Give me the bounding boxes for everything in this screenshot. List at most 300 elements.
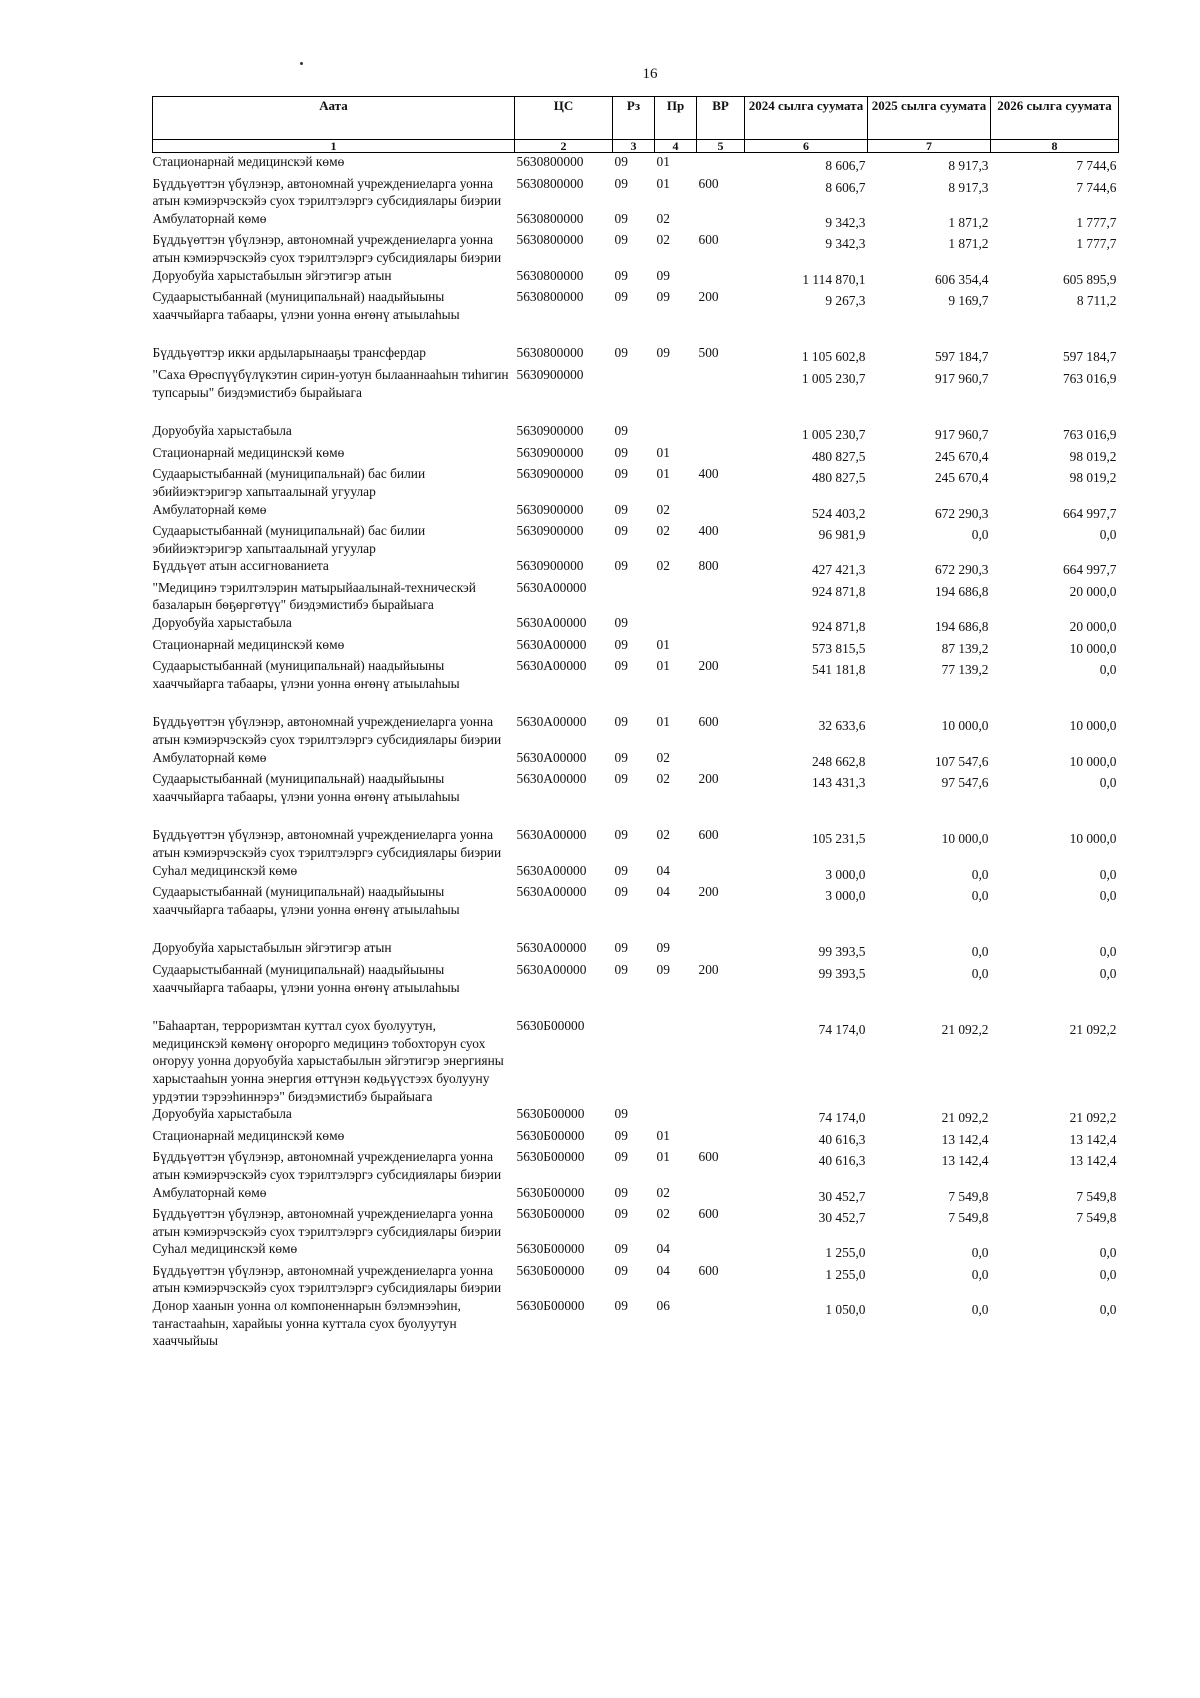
name-cell: Амбулаторнай көмө — [152, 749, 267, 765]
amount-2024-cell: 541 181,8 — [811, 662, 866, 678]
amount-2026-cell: 7 744,6 — [1076, 179, 1117, 195]
col-number: 2 — [515, 140, 613, 153]
pr-cell — [655, 614, 697, 636]
amount-2024-cell: 99 393,5 — [818, 965, 866, 981]
vr-cell — [697, 422, 745, 444]
amount-2026-cell: 664 997,7 — [1062, 505, 1117, 521]
amount-2024-cell: 9 342,3 — [825, 236, 866, 252]
rz-cell: 09 — [614, 1184, 628, 1200]
vr-cell: 400 — [698, 466, 719, 482]
vr-cell: 400 — [698, 523, 719, 539]
vr-cell: 200 — [698, 771, 719, 787]
vr-cell — [697, 444, 745, 466]
table-row — [153, 657, 1119, 692]
rz-cell: 09 — [614, 636, 628, 652]
table-row — [153, 770, 1119, 805]
amount-2026-cell: 10 000,0 — [1069, 831, 1117, 847]
col-header-vr: ВР — [697, 97, 745, 140]
name-cell: Бүддьүөттэн үбүлэнэр, автономнай учреждениеларга уонна атын кэмиэрчэскэйэ суох тэрилтэлэргэ субсидиялары биэрии — [152, 175, 502, 209]
amount-2024-cell: 8 606,7 — [825, 179, 866, 195]
amount-2025-cell: 245 670,4 — [934, 448, 989, 464]
cs-cell: 5630800000 — [516, 267, 584, 283]
amount-2026-cell: 20 000,0 — [1069, 619, 1117, 635]
spacer-cell — [153, 805, 1119, 826]
pr-cell: 01 — [656, 466, 670, 482]
rz-cell: 09 — [614, 714, 628, 730]
name-cell: Бүддьүөттэн үбүлэнэр, автономнай учреждениеларга уонна атын кэмиэрчэскэйэ суох тэрилтэлэргэ субсидиялары биэрии — [152, 1206, 502, 1239]
amount-2026-cell: 10 000,0 — [1069, 640, 1117, 656]
pr-cell: 09 — [656, 961, 670, 977]
rz-cell: 09 — [614, 1262, 628, 1278]
table-row — [153, 939, 1119, 961]
pr-cell: 01 — [656, 714, 670, 730]
table-row — [153, 614, 1119, 636]
pr-cell: 04 — [656, 862, 670, 878]
rz-cell: 09 — [614, 827, 628, 843]
name-cell: Доруобуйа харыстабыла — [152, 615, 292, 631]
vr-cell: 500 — [698, 345, 719, 361]
amount-2025-cell: 0,0 — [971, 1266, 989, 1282]
cs-cell: 5630Б00000 — [516, 1106, 585, 1122]
rz-cell: 09 — [614, 345, 628, 361]
cs-cell: 5630900000 — [516, 558, 584, 574]
vr-cell: 600 — [698, 714, 719, 730]
amount-2025-cell: 194 686,8 — [934, 583, 989, 599]
table-row — [153, 444, 1119, 466]
table-row — [153, 557, 1119, 579]
name-cell: Стационарнай медицинскэй көмө — [152, 444, 345, 460]
amount-2024-cell: 30 452,7 — [818, 1188, 866, 1204]
cs-cell: 5630А00000 — [516, 658, 587, 674]
row-spacer — [153, 323, 1119, 344]
pr-cell: 02 — [656, 827, 670, 843]
amount-2025-cell: 606 354,4 — [934, 271, 989, 287]
table-row — [153, 465, 1119, 500]
pr-cell: 02 — [656, 1206, 670, 1222]
pr-cell: 01 — [656, 154, 670, 169]
col-header-2025: 2025 сылга суумата — [868, 97, 991, 140]
cs-cell: 5630Б00000 — [516, 1298, 585, 1314]
amount-2025-cell: 77 139,2 — [941, 662, 989, 678]
table-row — [153, 579, 1119, 614]
table-body — [153, 153, 1119, 1350]
name-cell: Донор хаанын уонна ол компоненнарын бэлэмнээһин, таҥастааһын, харайыы уонна куттала суох буолуутун хааччыйыы — [152, 1298, 461, 1349]
name-cell: Доруобуйа харыстабылын эйгэтигэр атын — [152, 940, 392, 956]
name-cell: "Медицинэ тэрилтэлэрин матырыйаалынай-техническэй базаларын бөҕөргөтүү" биэдэмистибэ бырайыага — [152, 579, 476, 613]
col-header-2026: 2026 сылга суумата — [991, 97, 1119, 140]
cs-cell: 5630Б00000 — [516, 1262, 585, 1278]
col-number: 6 — [745, 140, 868, 153]
row-spacer — [153, 805, 1119, 826]
rz-cell — [613, 1017, 655, 1105]
rz-cell: 09 — [614, 523, 628, 539]
vr-cell — [697, 749, 745, 771]
amount-2025-cell: 0,0 — [971, 944, 989, 960]
name-cell: Бүддьүөттэн үбүлэнэр, автономнай учреждениеларга уонна атын кэмиэрчэскэйэ суох тэрилтэлэргэ субсидиялары биэрии — [152, 714, 502, 748]
pr-cell — [655, 422, 697, 444]
amount-2025-cell: 107 547,6 — [934, 753, 989, 769]
amount-2026-cell: 0,0 — [1099, 866, 1117, 882]
amount-2025-cell: 8 917,3 — [948, 158, 989, 173]
amount-2025-cell: 0,0 — [971, 527, 989, 543]
rz-cell: 09 — [614, 1127, 628, 1143]
cs-cell: 5630А00000 — [516, 884, 587, 900]
amount-2026-cell: 0,0 — [1099, 527, 1117, 543]
vr-cell: 600 — [698, 232, 719, 248]
amount-2026-cell: 0,0 — [1099, 944, 1117, 960]
table-row — [153, 1240, 1119, 1262]
cs-cell: 5630А00000 — [516, 940, 587, 956]
name-cell: Судаарыстыбаннай (муниципальнай) наадыйыыны хааччыйарга табаары, үлэни уонна өҥөнү атыылаһыы — [152, 884, 460, 917]
pr-cell — [655, 1017, 697, 1105]
vr-cell: 200 — [698, 961, 719, 977]
amount-2025-cell: 13 142,4 — [941, 1131, 989, 1147]
amount-2026-cell: 605 895,9 — [1062, 271, 1117, 287]
name-cell: Амбулаторнай көмө — [152, 501, 267, 517]
amount-2024-cell: 105 231,5 — [811, 831, 866, 847]
amount-2024-cell: 480 827,5 — [811, 470, 866, 486]
vr-cell: 200 — [698, 289, 719, 305]
vr-cell — [697, 366, 745, 401]
amount-2025-cell: 194 686,8 — [934, 619, 989, 635]
amount-2024-cell: 74 174,0 — [818, 1110, 866, 1126]
vr-cell: 600 — [698, 827, 719, 843]
rz-cell: 09 — [614, 1206, 628, 1222]
table-row — [153, 1184, 1119, 1206]
row-spacer — [153, 401, 1119, 422]
pr-cell: 01 — [656, 1149, 670, 1165]
table-row — [153, 422, 1119, 444]
pr-cell: 09 — [656, 267, 670, 283]
amount-2024-cell: 8 606,7 — [825, 158, 866, 173]
amount-2025-cell: 672 290,3 — [934, 562, 989, 578]
amount-2026-cell: 0,0 — [1099, 965, 1117, 981]
amount-2024-cell: 1 050,0 — [825, 1302, 866, 1318]
vr-cell — [697, 636, 745, 658]
spacer-cell — [153, 918, 1119, 939]
name-cell: Суһал медицинскэй көмө — [152, 1241, 298, 1257]
amount-2025-cell: 10 000,0 — [941, 718, 989, 734]
pr-cell: 01 — [656, 1127, 670, 1143]
rz-cell — [613, 579, 655, 614]
table-row — [153, 153, 1119, 175]
amount-2024-cell: 74 174,0 — [818, 1022, 866, 1038]
cs-cell: 5630А00000 — [516, 862, 587, 878]
rz-cell: 09 — [614, 749, 628, 765]
name-cell: Бүддьүөттэн үбүлэнэр, автономнай учреждениеларга уонна атын кэмиэрчэскэйэ суох тэрилтэлэргэ субсидиялары биэрии — [152, 1149, 502, 1182]
amount-2025-cell: 672 290,3 — [934, 505, 989, 521]
amount-2025-cell: 8 917,3 — [948, 179, 989, 195]
cs-cell: 5630Б00000 — [516, 1241, 585, 1257]
col-number: 8 — [991, 140, 1119, 153]
table-row — [153, 636, 1119, 658]
cs-cell: 5630А00000 — [516, 714, 587, 730]
vr-cell — [697, 1017, 745, 1105]
amount-2024-cell: 99 393,5 — [818, 944, 866, 960]
cs-cell: 5630Б00000 — [516, 1184, 585, 1200]
rz-cell: 09 — [614, 175, 628, 191]
rz-cell: 09 — [614, 232, 628, 248]
pr-cell: 01 — [656, 658, 670, 674]
amount-2026-cell: 0,0 — [1099, 1266, 1117, 1282]
cs-cell: 5630Б00000 — [516, 1149, 585, 1165]
vr-cell: 600 — [698, 1262, 719, 1278]
pr-cell: 02 — [656, 771, 670, 787]
cs-cell: 5630А00000 — [516, 961, 587, 977]
vr-cell — [697, 210, 745, 232]
table-row — [153, 267, 1119, 289]
amount-2026-cell: 10 000,0 — [1069, 753, 1117, 769]
pr-cell: 02 — [656, 1184, 670, 1200]
spacer-cell — [153, 401, 1119, 422]
col-header-name: Аата — [153, 97, 515, 140]
amount-2026-cell: 7 549,8 — [1076, 1210, 1117, 1226]
amount-2024-cell: 1 255,0 — [825, 1245, 866, 1261]
rz-cell: 09 — [614, 1241, 628, 1257]
pr-cell: 02 — [656, 210, 670, 226]
amount-2024-cell: 3 000,0 — [825, 888, 866, 904]
name-cell: Судаарыстыбаннай (муниципальнай) наадыйыыны хааччыйарга табаары, үлэни уонна өҥөнү атыылаһыы — [152, 658, 460, 691]
amount-2025-cell: 21 092,2 — [941, 1022, 989, 1038]
name-cell: Бүддьүөттэр икки ардыларынааҕы трансфердар — [152, 345, 426, 361]
amount-2024-cell: 32 633,6 — [818, 718, 866, 734]
name-cell: "Баһаартан, терроризмтан куттал суох буолуутун, медицинскэй көмөнү оҥорорго медицинэ тобохторун суох оҥоруу уонна доруобуйа харыстабылын эйгэтигэр энергияны харыстааһын уонна энергия өттүнэн көдьүүстээх буолууну урдэтии тэрээһиннэрэ" биэдэмистибэ бырайыага — [152, 1018, 504, 1104]
amount-2025-cell: 0,0 — [971, 888, 989, 904]
amount-2025-cell: 0,0 — [971, 1302, 989, 1318]
spacer-cell — [153, 323, 1119, 344]
amount-2025-cell: 0,0 — [971, 965, 989, 981]
rz-cell: 09 — [614, 444, 628, 460]
cs-cell: 5630800000 — [516, 210, 584, 226]
amount-2026-cell: 13 142,4 — [1069, 1153, 1117, 1169]
rz-cell: 09 — [614, 1298, 628, 1314]
amount-2026-cell: 21 092,2 — [1069, 1110, 1117, 1126]
amount-2025-cell: 0,0 — [971, 1245, 989, 1261]
amount-2026-cell: 10 000,0 — [1069, 718, 1117, 734]
amount-2025-cell: 10 000,0 — [941, 831, 989, 847]
table-row — [153, 175, 1119, 210]
amount-2026-cell: 1 777,7 — [1076, 236, 1117, 252]
amount-2025-cell: 7 549,8 — [948, 1188, 989, 1204]
amount-2025-cell: 1 871,2 — [948, 214, 989, 230]
cs-cell: 5630800000 — [516, 289, 584, 305]
name-cell: Доруобуйа харыстабыла — [152, 423, 292, 439]
col-number: 4 — [655, 140, 697, 153]
cs-cell: 5630800000 — [516, 232, 584, 248]
rz-cell: 09 — [614, 1106, 628, 1122]
table-row — [153, 826, 1119, 861]
rz-cell: 09 — [614, 154, 628, 169]
name-cell: Судаарыстыбаннай (муниципальнай) наадыйыыны хааччыйарга табаары, үлэни уонна өҥөнү атыылаһыы — [152, 771, 460, 804]
amount-2024-cell: 924 871,8 — [811, 619, 866, 635]
rz-cell: 09 — [614, 940, 628, 956]
table-row — [153, 1127, 1119, 1149]
vr-cell: 600 — [698, 175, 719, 191]
rz-cell: 09 — [614, 423, 628, 439]
amount-2024-cell: 30 452,7 — [818, 1210, 866, 1226]
pr-cell: 06 — [656, 1298, 670, 1314]
amount-2025-cell: 7 549,8 — [948, 1210, 989, 1226]
amount-2024-cell: 1 255,0 — [825, 1266, 866, 1282]
table-row — [153, 1105, 1119, 1127]
pr-cell — [655, 1105, 697, 1127]
name-cell: Амбулаторнай көмө — [152, 1184, 267, 1200]
amount-2024-cell: 573 815,5 — [811, 640, 866, 656]
amount-2026-cell: 98 019,2 — [1069, 448, 1117, 464]
table-row — [153, 1148, 1119, 1183]
vr-cell — [697, 939, 745, 961]
cs-cell: 5630800000 — [516, 154, 584, 169]
table-row — [153, 862, 1119, 884]
cs-cell: 5630Б00000 — [516, 1127, 585, 1143]
amount-2025-cell: 97 547,6 — [941, 775, 989, 791]
rz-cell: 09 — [614, 771, 628, 787]
amount-2026-cell: 0,0 — [1099, 775, 1117, 791]
vr-cell — [697, 579, 745, 614]
table-row — [153, 344, 1119, 366]
col-header-rz: Рз — [613, 97, 655, 140]
table-row — [153, 1017, 1119, 1105]
rz-cell — [613, 366, 655, 401]
table-row — [153, 749, 1119, 771]
rz-cell: 09 — [614, 615, 628, 631]
cs-cell: 5630Б00000 — [516, 1018, 585, 1034]
amount-2024-cell: 427 421,3 — [811, 562, 866, 578]
pr-cell: 01 — [656, 175, 670, 191]
amount-2026-cell: 8 711,2 — [1076, 293, 1117, 309]
cs-cell: 5630А00000 — [516, 579, 587, 595]
amount-2026-cell: 597 184,7 — [1062, 349, 1117, 365]
name-cell: Судаарыстыбаннай (муниципальнай) наадыйыыны хааччыйарга табаары, үлэни уонна өҥөнү атыылаһыы — [152, 961, 460, 995]
rz-cell: 09 — [614, 884, 628, 900]
amount-2024-cell: 1 005 230,7 — [801, 370, 866, 386]
cs-cell: 5630А00000 — [516, 749, 587, 765]
col-number: 3 — [613, 140, 655, 153]
amount-2024-cell: 9 342,3 — [825, 214, 866, 230]
rz-cell: 09 — [614, 289, 628, 305]
amount-2026-cell: 20 000,0 — [1069, 583, 1117, 599]
cs-cell: 5630900000 — [516, 466, 584, 482]
name-cell: Стационарнай медицинскэй көмө — [152, 636, 345, 652]
amount-2026-cell: 763 016,9 — [1062, 370, 1117, 386]
name-cell: Бүддьүөт атын ассигнованиета — [152, 558, 329, 574]
amount-2026-cell: 21 092,2 — [1069, 1022, 1117, 1038]
cs-cell: 5630А00000 — [516, 636, 587, 652]
amount-2024-cell: 1 105 602,8 — [801, 349, 866, 365]
stray-dot — [300, 62, 303, 65]
amount-2025-cell: 1 871,2 — [948, 236, 989, 252]
pr-cell — [655, 366, 697, 401]
vr-cell — [697, 614, 745, 636]
vr-cell — [697, 862, 745, 884]
table-row — [153, 210, 1119, 232]
pr-cell — [655, 579, 697, 614]
spacer-cell — [153, 996, 1119, 1017]
vr-cell — [697, 267, 745, 289]
cs-cell: 5630900000 — [516, 501, 584, 517]
cs-cell: 5630800000 — [516, 345, 584, 361]
vr-cell — [697, 1127, 745, 1149]
amount-2025-cell: 917 960,7 — [934, 427, 989, 443]
table-row — [153, 366, 1119, 401]
amount-2024-cell: 40 616,3 — [818, 1131, 866, 1147]
table-row — [153, 713, 1119, 748]
name-cell: Судаарыстыбаннай (муниципальнай) наадыйыыны хааччыйарга табаары, үлэни уонна өҥөнү атыылаһыы — [152, 289, 460, 322]
rz-cell: 09 — [614, 862, 628, 878]
page-number: 16 — [642, 66, 658, 82]
amount-2024-cell: 924 871,8 — [811, 583, 866, 599]
header-row — [153, 97, 1119, 140]
table-row — [153, 883, 1119, 918]
rz-cell: 09 — [614, 658, 628, 674]
amount-2026-cell: 763 016,9 — [1062, 427, 1117, 443]
row-spacer — [153, 996, 1119, 1017]
name-cell: Суһал медицинскэй көмө — [152, 862, 298, 878]
pr-cell: 09 — [656, 345, 670, 361]
budget-table — [152, 96, 1119, 1350]
table-row — [153, 1205, 1119, 1240]
vr-cell: 200 — [698, 884, 719, 900]
amount-2024-cell: 96 981,9 — [818, 527, 866, 543]
amount-2026-cell: 0,0 — [1099, 1302, 1117, 1318]
rz-cell: 09 — [614, 558, 628, 574]
table-row — [153, 1262, 1119, 1297]
pr-cell: 09 — [656, 940, 670, 956]
cs-cell: 5630900000 — [516, 366, 584, 382]
amount-2025-cell: 0,0 — [971, 866, 989, 882]
amount-2026-cell: 0,0 — [1099, 888, 1117, 904]
amount-2025-cell: 13 142,4 — [941, 1153, 989, 1169]
amount-2024-cell: 9 267,3 — [825, 293, 866, 309]
col-number: 5 — [697, 140, 745, 153]
amount-2026-cell: 13 142,4 — [1069, 1131, 1117, 1147]
table-row — [153, 961, 1119, 996]
rz-cell: 09 — [614, 466, 628, 482]
pr-cell: 02 — [656, 501, 670, 517]
col-number: 1 — [153, 140, 515, 153]
table-row — [153, 231, 1119, 266]
cs-cell: 5630900000 — [516, 423, 584, 439]
name-cell: Бүддьүөттэн үбүлэнэр, автономнай учреждениеларга уонна атын кэмиэрчэскэйэ суох тэрилтэлэргэ субсидиялары биэрии — [152, 232, 502, 265]
rz-cell: 09 — [614, 210, 628, 226]
pr-cell: 02 — [656, 523, 670, 539]
amount-2024-cell: 143 431,3 — [811, 775, 866, 791]
amount-2025-cell: 917 960,7 — [934, 370, 989, 386]
row-spacer — [153, 692, 1119, 713]
name-cell: Амбулаторнай көмө — [152, 210, 267, 226]
amount-2024-cell: 480 827,5 — [811, 448, 866, 464]
amount-2026-cell: 0,0 — [1099, 662, 1117, 678]
pr-cell: 02 — [656, 558, 670, 574]
col-header-cs: ЦС — [515, 97, 613, 140]
vr-cell — [697, 1240, 745, 1262]
pr-cell: 02 — [656, 232, 670, 248]
table-row — [153, 288, 1119, 323]
pr-cell: 01 — [656, 636, 670, 652]
amount-2026-cell: 7 744,6 — [1076, 158, 1117, 173]
col-header-2024: 2024 сылга суумата — [745, 97, 868, 140]
row-spacer — [153, 918, 1119, 939]
vr-cell — [697, 501, 745, 523]
rz-cell: 09 — [614, 267, 628, 283]
name-cell: Бүддьүөттэн үбүлэнэр, автономнай учреждениеларга уонна атын кэмиэрчэскэйэ суох тэрилтэлэргэ субсидиялары биэрии — [152, 1262, 502, 1296]
table-row — [153, 522, 1119, 557]
amount-2026-cell: 7 549,8 — [1076, 1188, 1117, 1204]
amount-2024-cell: 3 000,0 — [825, 866, 866, 882]
cs-cell: 5630800000 — [516, 175, 584, 191]
amount-2024-cell: 1 114 870,1 — [802, 271, 866, 287]
vr-cell: 600 — [698, 1206, 719, 1222]
